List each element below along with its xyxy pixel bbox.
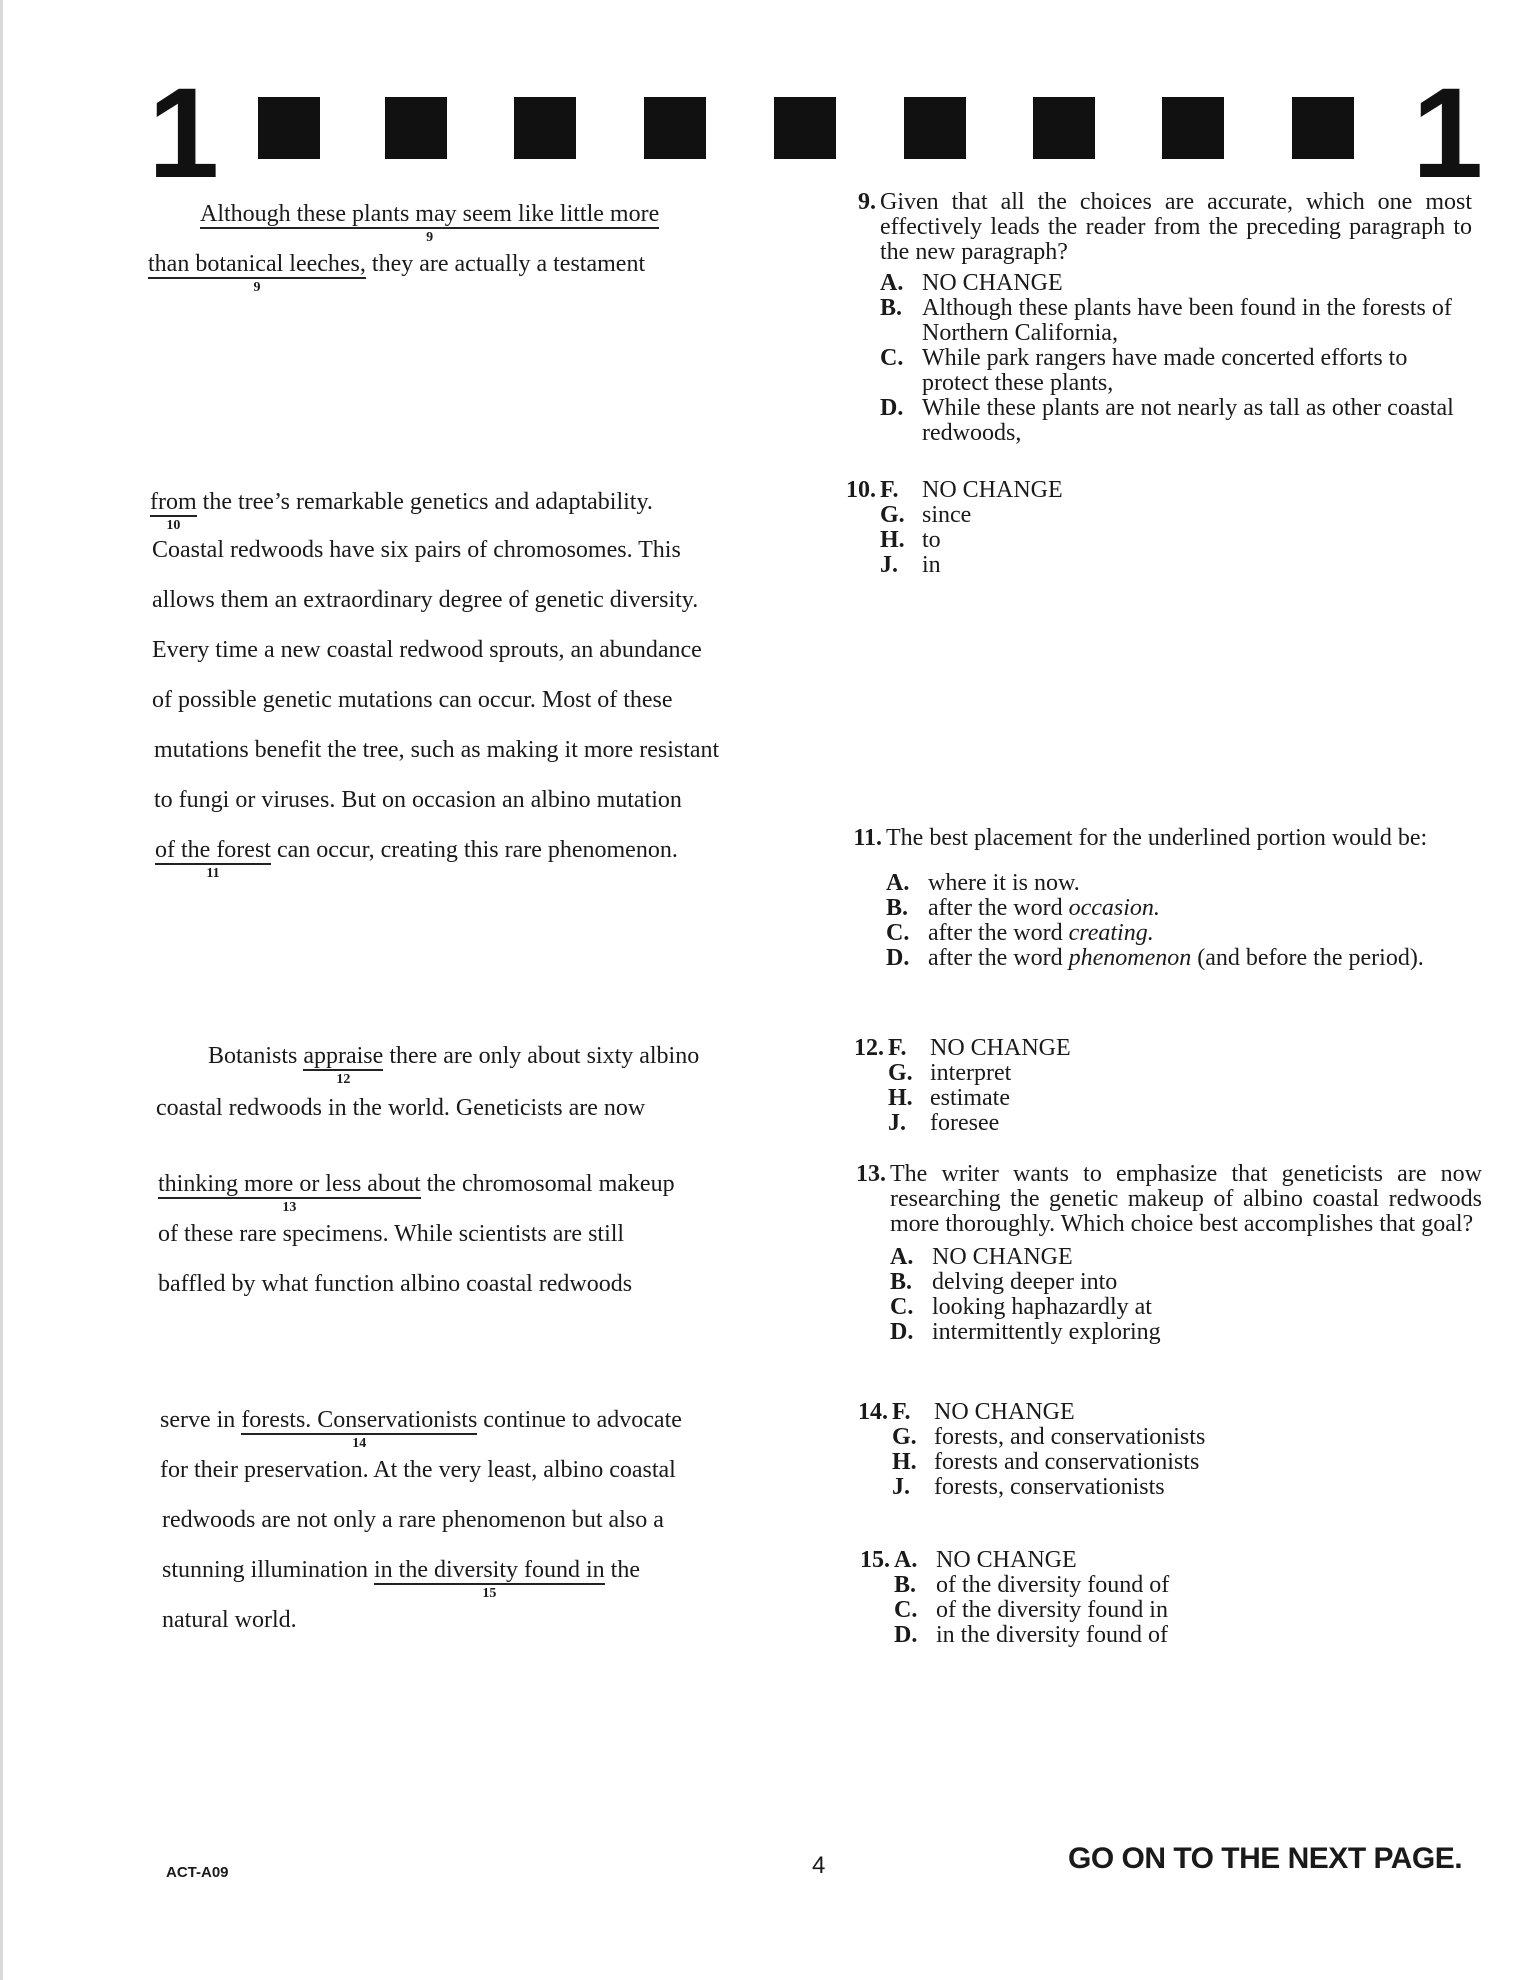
passage-line: stunning illumination in the diversity found in 15 the — [162, 1557, 640, 1601]
question-marker: 13 — [282, 1200, 297, 1215]
header-square — [1292, 97, 1354, 159]
header-square — [385, 97, 447, 159]
question-marker: 14 — [352, 1436, 367, 1451]
question-number: 13. — [856, 1161, 886, 1187]
passage-line — [200, 200, 660, 245]
question-number: 9. — [858, 189, 876, 215]
question-13 — [850, 1162, 1482, 1345]
question-stem: 9. Given that all the choices are accurate, which one most effectively leads the reader from the preceding paragraph to the new paragraph? — [840, 190, 1472, 265]
question-15 — [854, 1548, 1486, 1648]
question-number: 11. — [853, 825, 882, 851]
answer-option[interactable]: C. of the diversity found in — [894, 1597, 1168, 1623]
answer-option[interactable]: A. NO CHANGE — [880, 270, 1063, 296]
answer-option[interactable]: G. since — [880, 502, 972, 528]
answer-option[interactable]: F. NO CHANGE — [880, 477, 1063, 503]
question-11 — [846, 826, 1478, 971]
header-square — [774, 97, 836, 159]
header-square — [904, 97, 966, 159]
passage-line: serve in forests. Conservationists 14 continue to advocate — [160, 1407, 682, 1451]
answer-option[interactable]: D. intermittently exploring — [890, 1319, 1161, 1345]
answer-option[interactable]: J. foresee — [888, 1110, 1000, 1136]
header-square — [514, 97, 576, 159]
answer-option[interactable]: D. in the diversity found of — [894, 1622, 1168, 1648]
question-12 — [848, 1036, 1480, 1136]
answer-option[interactable]: H. to — [880, 527, 941, 553]
answer-option[interactable]: C. looking haphazardly at — [890, 1294, 1152, 1320]
test-code: ACT-A09 — [166, 1864, 229, 1881]
answer-option[interactable]: H. forests and conservationists — [892, 1449, 1200, 1475]
answer-option[interactable]: C. after the word creating. — [886, 920, 1154, 946]
passage-line: Botanists appraise 12 there are only about sixty albino — [208, 1043, 700, 1087]
passage-line: natural world. — [162, 1607, 297, 1633]
answer-options — [850, 1245, 1482, 1345]
question-marker: 15 — [482, 1586, 497, 1601]
answer-options — [840, 271, 1472, 446]
question-marker: 9 — [426, 230, 434, 245]
question-number: 10. — [846, 477, 876, 503]
answer-option[interactable]: G. forests, and conservationists — [892, 1424, 1206, 1450]
answer-option[interactable]: B. of the diversity found of — [894, 1572, 1170, 1598]
header-square — [644, 97, 706, 159]
passage-line: Every time a new coastal redwood sprouts, an abundance — [152, 637, 702, 663]
question-number: 14. — [858, 1399, 888, 1425]
header-square — [1033, 97, 1095, 159]
question-number: 12. — [854, 1035, 884, 1061]
underlined-portion-10: from 10 — [150, 489, 197, 533]
answer-option[interactable]: J. in — [880, 552, 941, 578]
question-10 — [840, 478, 1472, 578]
answer-option[interactable]: D. after the word phenomenon (and before the period). — [886, 945, 1424, 971]
next-page-instruction: GO ON TO THE NEXT PAGE. — [1068, 1842, 1463, 1875]
passage-line: allows them an extraordinary degree of genetic diversity. — [152, 587, 699, 613]
passage-line: of possible genetic mutations can occur. Most of these — [152, 687, 673, 713]
section-number-right: 1 — [1412, 62, 1484, 205]
answer-option[interactable]: A. NO CHANGE — [894, 1547, 1077, 1573]
underlined-portion-14: forests. Conservationists 14 — [241, 1407, 478, 1451]
passage-line: Coastal redwoods have six pairs of chromosomes. This — [152, 537, 681, 563]
answer-option[interactable]: B. Although these plants have been found in the forests of Northern California, — [880, 295, 1452, 346]
page-number: 4 — [812, 1852, 826, 1879]
passage-line: of these rare specimens. While scientists are still — [158, 1221, 625, 1247]
underlined-portion-12: appraise 12 — [303, 1043, 384, 1087]
passage-line: than botanical leeches, 9 they are actually a testament — [148, 251, 646, 295]
answer-options — [852, 1400, 1484, 1500]
passage-line: mutations benefit the tree, such as making it more resistant — [154, 737, 720, 763]
answer-option[interactable]: A. where it is now. — [886, 870, 1080, 896]
question-marker: 9 — [253, 280, 261, 295]
answer-options — [848, 1036, 1480, 1136]
passage-line: thinking more or less about 13 the chromosomal makeup — [158, 1171, 675, 1215]
answer-options — [846, 871, 1478, 971]
answer-option[interactable]: A. NO CHANGE — [890, 1244, 1073, 1270]
question-9 — [840, 190, 1472, 446]
underlined-portion-11: of the forest 11 — [155, 837, 271, 881]
answer-option[interactable]: C. While park rangers have made concerted efforts to protect these plants, — [880, 345, 1408, 396]
page-edge — [0, 0, 3, 1980]
question-marker: 12 — [336, 1072, 351, 1087]
question-number: 15. — [860, 1547, 890, 1573]
answer-option[interactable]: G. interpret — [888, 1060, 1012, 1086]
answer-option[interactable]: H. estimate — [888, 1085, 1010, 1111]
header-square — [258, 97, 320, 159]
answer-option[interactable]: B. after the word occasion. — [886, 895, 1160, 921]
answer-options — [840, 478, 1472, 578]
underlined-portion-9: than botanical leeches, 9 — [148, 251, 366, 295]
passage-line: from 10 the tree’s remarkable genetics and adaptability. — [150, 489, 653, 533]
answer-option[interactable]: F. NO CHANGE — [892, 1399, 1075, 1425]
underlined-portion-15: in the diversity found in 15 — [374, 1557, 605, 1601]
answer-option[interactable]: F. NO CHANGE — [888, 1035, 1071, 1061]
answer-option[interactable]: D. While these plants are not nearly as tall as other coastal redwoods, — [880, 395, 1454, 446]
question-14 — [852, 1400, 1484, 1500]
passage-line: to fungi or viruses. But on occasion an albino mutation — [154, 787, 682, 813]
passage-line: coastal redwoods in the world. Geneticists are now — [156, 1095, 646, 1121]
question-marker: 10 — [166, 518, 181, 533]
section-number-left: 1 — [148, 62, 220, 205]
passage-line: redwoods are not only a rare phenomenon but also a — [162, 1507, 664, 1533]
underlined-portion-9: Although these plants may seem like little more 9 — [200, 201, 660, 245]
question-stem: 11. The best placement for the underlined portion would be: — [846, 826, 1478, 851]
question-marker: 11 — [206, 866, 220, 881]
underlined-portion-13: thinking more or less about 13 — [158, 1171, 421, 1215]
question-stem: 13. The writer wants to emphasize that geneticists are now researching the genetic makeup of albino coastal redwoods more thoroughly. Which choice best accomplishes that goal? — [850, 1162, 1482, 1237]
answer-option[interactable]: B. delving deeper into — [890, 1269, 1118, 1295]
passage-line: for their preservation. At the very least, albino coastal — [160, 1457, 676, 1483]
answer-options — [854, 1548, 1486, 1648]
passage-line: of the forest 11 can occur, creating this rare phenomenon. — [155, 837, 678, 881]
answer-option[interactable]: J. forests, conservationists — [892, 1474, 1165, 1500]
passage-line: baffled by what function albino coastal redwoods — [158, 1271, 633, 1297]
header-square — [1162, 97, 1224, 159]
